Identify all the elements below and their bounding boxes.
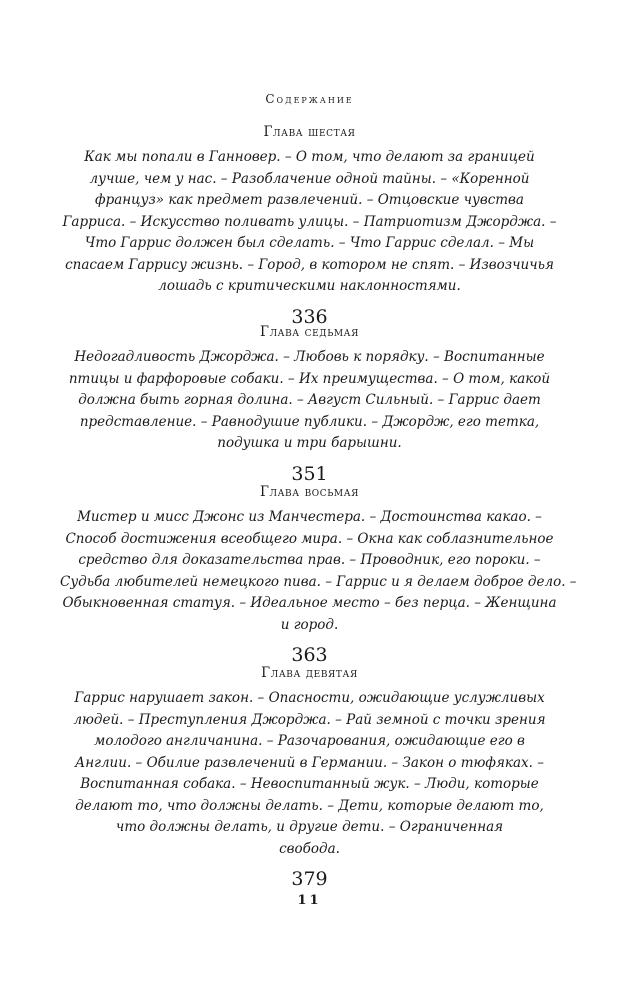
chapter-page-number: 363 [291,644,328,666]
summary-line: должна быть горная долина. – Август Сильный. – Гаррис дает [78,392,541,408]
summary-line: Недогадливость Джорджа. – Любовь к порядку. – Воспитанные [74,349,545,365]
chapter-title: Глава шестая [263,124,356,140]
chapter-6 [60,123,559,328]
summary-line: Гарриса. – Искусство поливать улицы. – Патриотизм Джорджа. – [62,213,557,230]
summary-line: Обыкновенная статуя. – Идеальное место – без перца. – Женщина [62,595,557,611]
summary-line: спасаем Гаррису жизнь. – Город, в котором не спят. – Извозчичья [65,256,554,273]
summary-line: представление. – Равнодушие публики. – Джордж, его тетка, [79,413,540,430]
summary-line: и город. [280,616,339,633]
summary-line: молодого англичанина. – Разочарования, ожидающие его в [94,733,525,749]
chapter-page-number: 336 [291,305,328,328]
chapter-8 [60,483,577,666]
summary-line: людей. – Преступления Джорджа. – Рай земной с точки зрения [73,711,546,728]
summary-line: подушка и три барышни. [217,435,402,451]
summary-line: француз» как предмет развлечений. – Отцовские чувства [95,192,524,208]
summary-line: Англии. – Обилие развлечений в Германии. – Закон о тюфяках. – [75,754,544,771]
chapter-title: Глава девятая [261,665,358,681]
chapter-page-number: 351 [291,462,328,485]
chapter-7 [60,323,559,485]
summary-line: лучше, чем у нас. – Разоблачение одной тайны. – «Коренной [89,170,530,187]
summary-line: Судьба любителей немецкого пива. – Гаррис и я делаем доброе дело. – [60,573,577,590]
chapter-summary [60,688,559,860]
summary-line: Как мы попали в Ганновер. – О том, что делают за границей [84,149,535,165]
running-head: Содержание [265,92,354,106]
chapter-9 [60,664,559,890]
chapter-summary [60,147,559,298]
summary-line: что должны делать, и другие дети. – Ограниченная [115,819,504,835]
chapter-summary [60,507,577,636]
summary-line: Способ достижения всеобщего мира. – Окна как соблазнительное [65,530,554,547]
summary-line: Что Гаррис должен был сделать. – Что Гаррис сделал. – Мы [84,235,535,251]
chapter-title: Глава седьмая [260,324,359,340]
summary-line: Гаррис нарушает закон. – Опасности, ожидающие услужливых [74,690,545,706]
folio-page-number: 11 [297,893,322,908]
chapter-page-number: 379 [291,868,328,890]
chapter-summary [60,347,559,455]
summary-line: делают то, что должны делать. – Дети, которые делают то, [75,797,544,814]
summary-line: свобода. [279,840,340,857]
summary-line: Мистер и мисс Джонс из Манчестера. – Достоинства какао. – [77,509,542,525]
summary-line: Воспитанная собака. – Невоспитанный жук. – Люди, которые [80,776,539,792]
summary-line: средство для доказательства прав. – Проводник, его пороки. – [78,552,541,568]
summary-line: птицы и фарфоровые собаки. – Их преимущества. – О том, какой [68,370,551,387]
chapter-title: Глава восьмая [259,484,360,500]
summary-line: лошадь с критическими наклонностями. [158,278,461,294]
